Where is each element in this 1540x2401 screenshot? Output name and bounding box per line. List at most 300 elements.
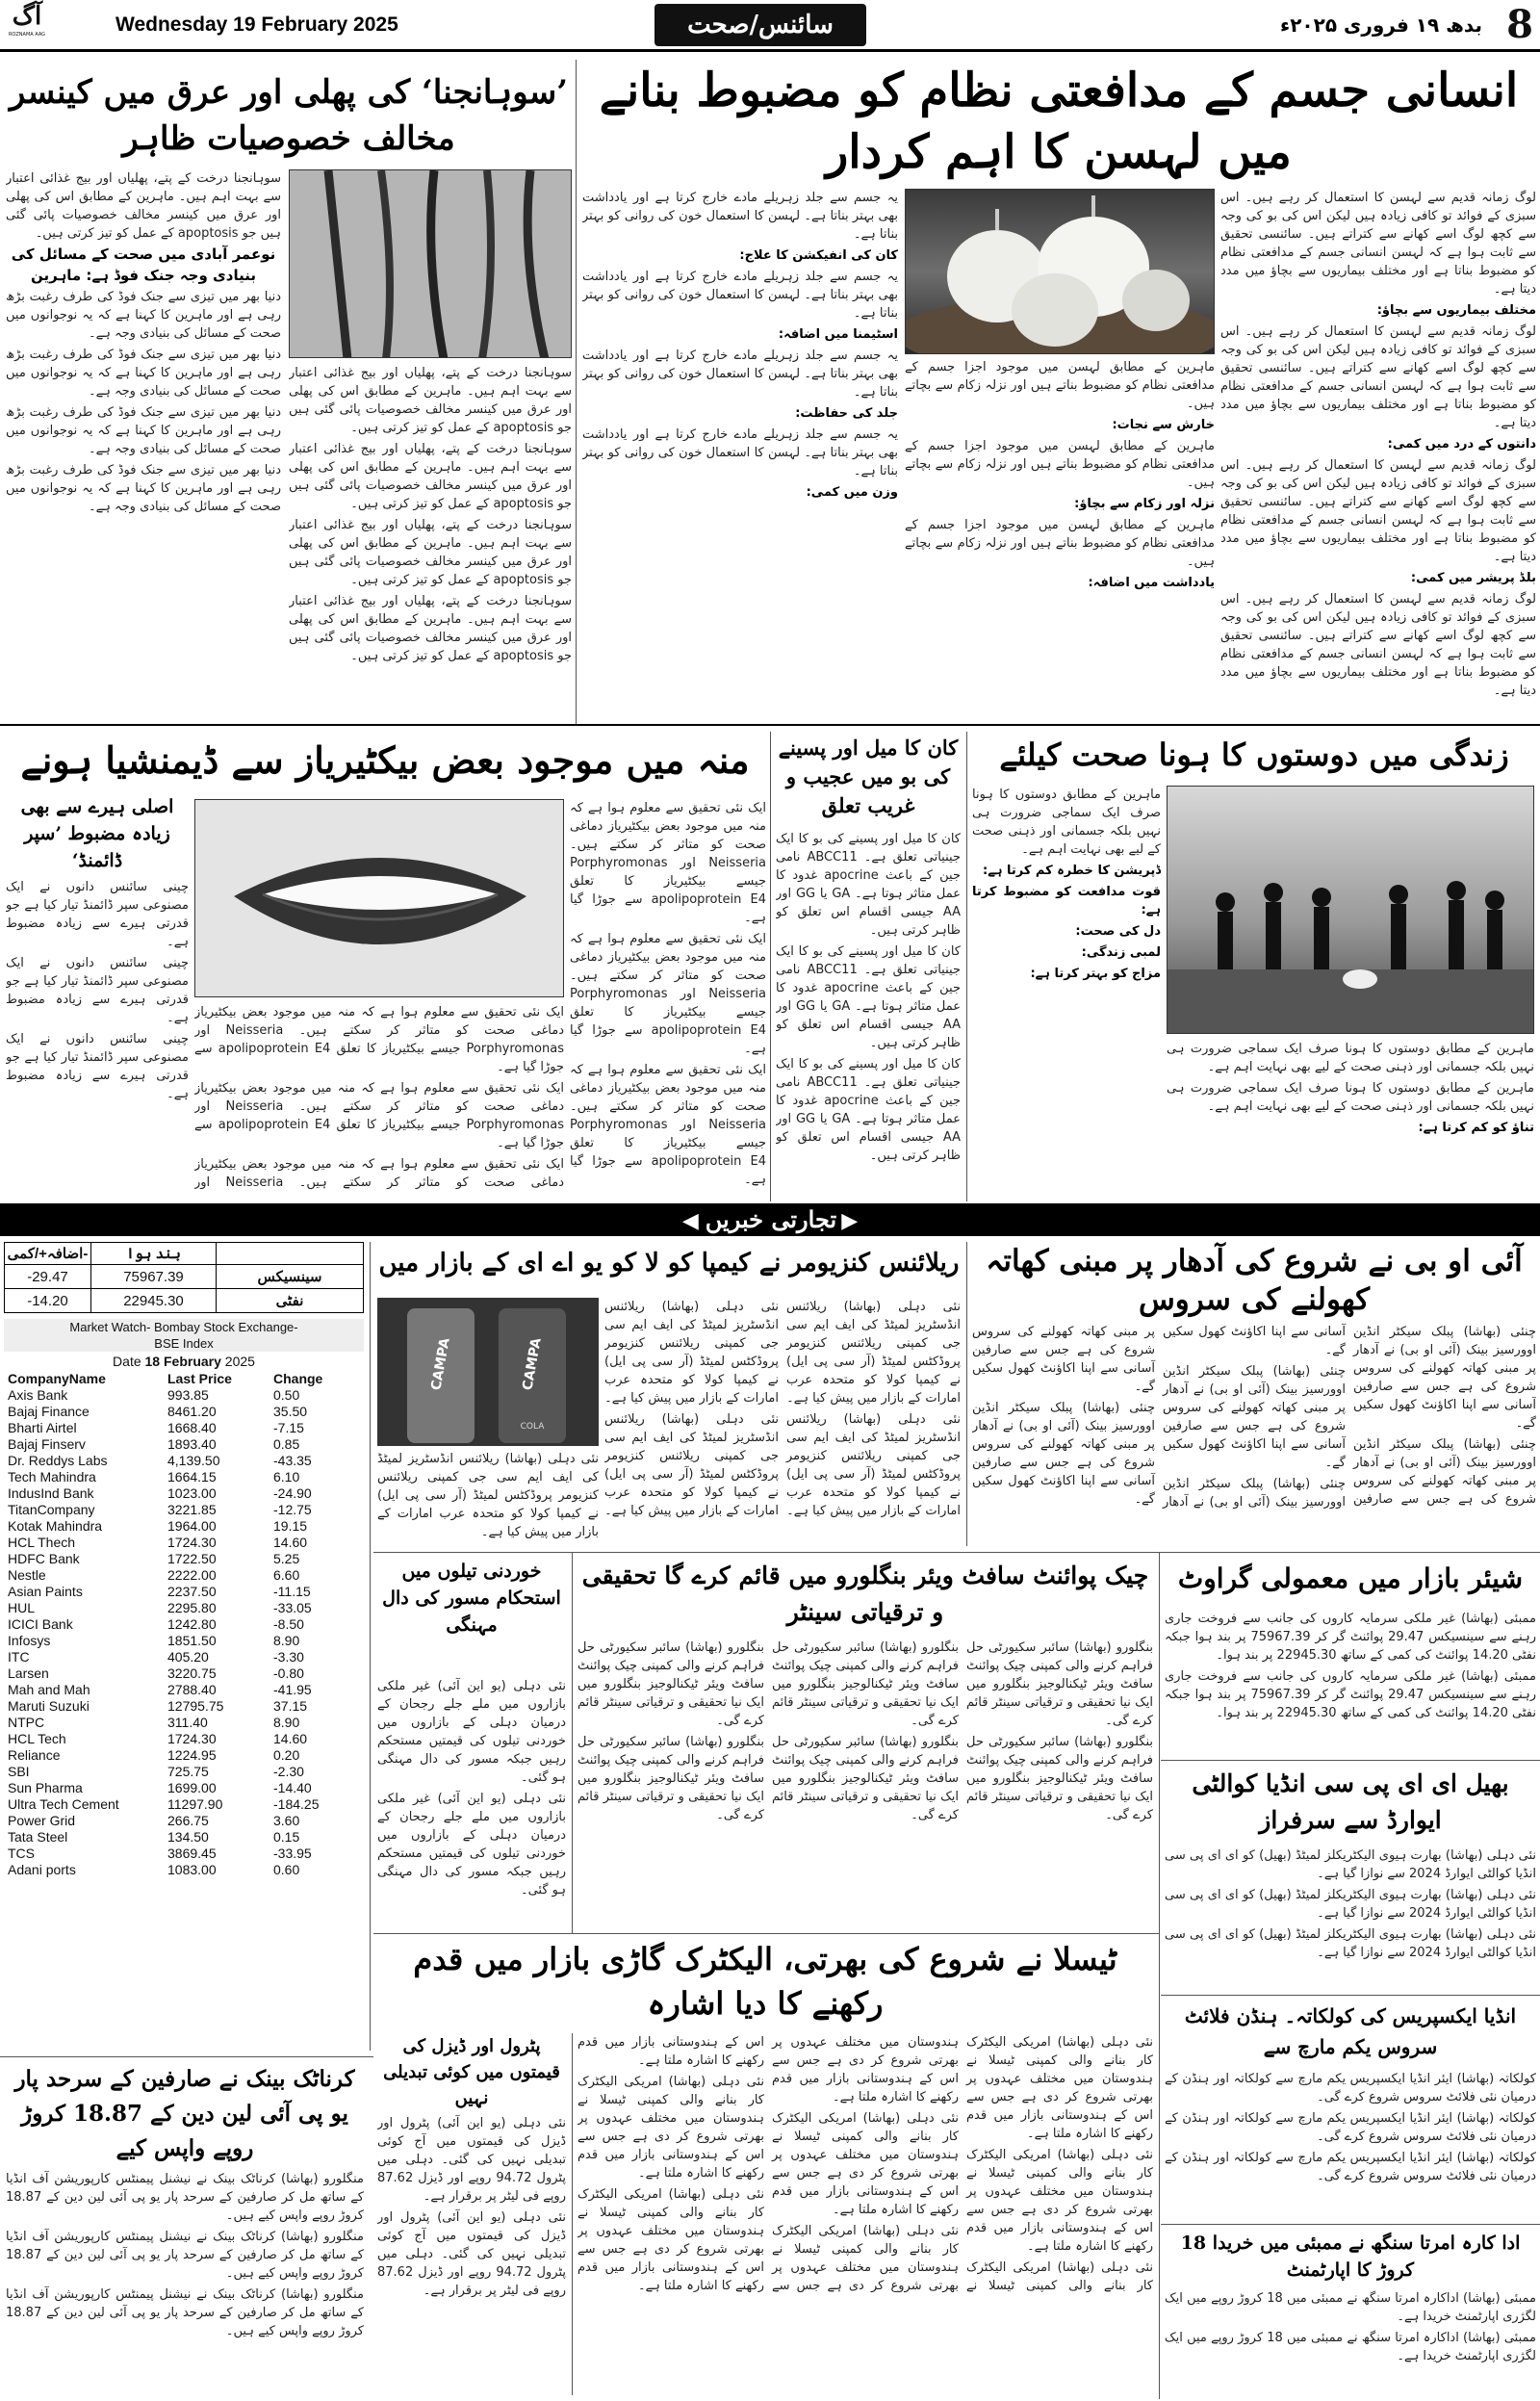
stock-company: Asian Paints — [8, 1584, 83, 1599]
index-close: 22945.30 — [91, 1289, 217, 1313]
campa-text4: نئی دہلی (بھاشا) ریلائنس انڈسٹریز لمیٹڈ کی ایف ایم سی جی کمپنی ریلائنس کنزیومر پروڈکٹس لمیٹڈ (آر سی پی ایل) نے کیمپا کولا کو متحدہ عرب امارات کے بازار میں پیش کیا ہے۔ — [604, 1412, 779, 1518]
stock-price: 725.75 — [167, 1764, 209, 1779]
dementia-headline: منہ میں موجود بعض بیکٹیریاز سے ڈیمنشیا ہونے — [20, 738, 750, 782]
garlic-col2 — [905, 358, 1215, 718]
karnataka-text: منگلورو (بھاشا) کرناٹک بینک نے نیشنل پیمنٹس کارپوریشن آف انڈیا کے ساتھ مل کر صارفین کے سرحد پار یو پی آئی لین دین کے 18.87 کروڑ روپے واپس کیے ہیں۔ — [6, 2172, 364, 2223]
divider — [1161, 1760, 1540, 1761]
stock-table — [4, 1371, 364, 1878]
tesla-text4: نئی دہلی (بھاشا) امریکی الیکٹرک کار بنانے والی کمپنی ٹیسلا نے ہندوستان میں مختلف عہدوں پر بھرتی شروع کر دی ہے جس سے اس کے ہندوستانی بازار میں قدم رکھنے کا اشارہ ملتا ہے۔ — [772, 2111, 959, 2217]
garlic-sub-weight: وزن میں کمی: — [806, 485, 898, 500]
stock-price: 2295.80 — [167, 1600, 217, 1615]
stock-row — [4, 1469, 364, 1485]
diamond-text: چینی سائنس دانوں نے ایک مصنوعی سپر ڈائمنڈ تیار کیا ہے جو قدرتی ہیرے سے زیادہ مضبوط ہے۔ — [6, 880, 189, 949]
stock-price: 1964.00 — [167, 1518, 217, 1534]
friends-col2-text: ماہرین کے مطابق دوستوں کا ہونا صرف ایک سماجی ضرورت ہی نہیں بلکہ جسمانی اور ذہنی صحت کے لیے بھی نہایت اہم ہے۔ — [972, 787, 1161, 857]
iob-text4: چنئی (بھاشا) پبلک سیکٹر انڈین اوورسیز بینک (آئی او بی) نے آدھار پر مبنی کھاتہ کھولنے کی سروس شروع کی ہے جس سے صارفین آسانی سے اپنا اکاؤنٹ کھول سکیں گے۔ — [972, 1325, 1346, 1510]
airindia-text2: کولکاتہ (بھاشا) ایئر انڈیا ایکسپریس یکم مارچ سے کولکاتہ اور ہنڈن کے درمیان نئی فلائٹ سروس شروع کرے گی۔ — [1165, 2111, 1536, 2144]
divider — [572, 2033, 573, 2395]
bhel-text: نئی دہلی (بھاشا) بھارت ہیوی الیکٹریکلز لمیٹڈ (بھیل) کو ای ای پی سی انڈیا کوالٹی ایوارڈ 2024 سے نوازا گیا ہے۔ — [1165, 1848, 1536, 1881]
stock-price: 134.50 — [167, 1829, 209, 1845]
checkpoint-headline: چیک پوائنٹ سافٹ ویئر بنگلورو میں قائم کرے گا تحقیقی و ترقیاتی سینٹر — [581, 1562, 1149, 1626]
diamond-body — [6, 878, 189, 1194]
garlic-col3-text2: یہ جسم سے جلد زہریلے مادے خارج کرتا ہے اور یادداشت بھی بہتر بناتا ہے۔ لہسن کا استعمال خون کی روانی کو بہتر بناتا ہے۔ — [582, 270, 898, 321]
stock-price-header: Last Price — [167, 1371, 232, 1386]
stock-price: 311.40 — [167, 1715, 208, 1730]
dementia-col-bottom — [194, 1003, 564, 1194]
logo-subtitle: ROZNAMA AAG — [8, 32, 46, 38]
campa-body-bottom — [377, 1450, 599, 1546]
divider — [373, 1552, 1540, 1553]
garlic-sub-diseases: مختلف بیماریوں سے بچاؤ: — [1376, 303, 1536, 318]
banner-title: تجارتی خبریں — [705, 1205, 837, 1233]
stock-change: 14.60 — [273, 1731, 308, 1746]
petrol-text2: نئی دہلی (یو این آئی) پٹرول اور ڈیزل کی قیمتوں میں آج کوئی تبدیلی نہیں کی گئی۔ دہلی میں پٹرول 94.72 روپے اور ڈیزل 87.62 روپے فی لیٹر پر برقرار ہے۔ — [377, 2210, 566, 2298]
stock-price: 2237.50 — [167, 1584, 217, 1599]
garlic-col3-text: یہ جسم سے جلد زہریلے مادے خارج کرتا ہے اور یادداشت بھی بہتر بناتا ہے۔ لہسن کا استعمال خون کی روانی کو بہتر بناتا ہے۔ — [582, 191, 898, 242]
dementia-text3: ایک نئی تحقیق سے معلوم ہوا ہے کہ منہ میں موجود بعض بیکٹیریاز دماغی صحت کو متاثر کر سکتے ہیں۔ Neisseria اور Porphyromonas جیسے بیکٹیریاز کا تعلق apolipoprotein E4 سے جوڑا گیا ہے۔ — [570, 1063, 766, 1187]
stock-company: Infosys — [8, 1633, 51, 1648]
market-watch — [4, 1242, 364, 2051]
stock-row — [4, 1731, 364, 1747]
stock-row — [4, 1436, 364, 1453]
stock-price: 1224.95 — [167, 1747, 217, 1763]
stock-price: 1722.50 — [167, 1551, 217, 1566]
dementia-text5: ایک نئی تحقیق سے معلوم ہوا ہے کہ منہ میں موجود بعض بیکٹیریاز دماغی صحت کو متاثر کر سکتے ہیں۔ Neisseria اور Porphyromonas جیسے بیکٹیریاز کا تعلق apolipoprotein E4 سے جوڑا گیا ہے۔ — [194, 1081, 564, 1150]
divider — [576, 60, 577, 724]
market-date-value: 18 February — [144, 1354, 221, 1369]
market-title — [4, 1319, 364, 1352]
junkfood-body4: دنیا بھر میں تیزی سے جنک فوڈ کی طرف رغبت بڑھ رہی ہے اور ماہرین کا کہنا ہے کہ یہ نوجوانوں میں صحت کے مسائل کی بنیادی وجہ ہے۔ — [6, 463, 281, 514]
stock-change: 37.15 — [273, 1698, 308, 1714]
index-change: -14.20 — [5, 1289, 91, 1313]
tesla-text: نئی دہلی (بھاشا) امریکی الیکٹرک کار بنانے والی کمپنی ٹیسلا نے ہندوستان میں مختلف عہدوں پر بھرتی شروع کر دی ہے جس سے اس کے ہندوستانی بازار میں قدم رکھنے کا اشارہ ملتا ہے۔ — [966, 2035, 1153, 2141]
stock-company: Maruti Suzuki — [8, 1698, 90, 1714]
iob-headline: آئی او بی نے شروع کی آدھار پر مبنی کھاتہ کھولنے کی سروس — [986, 1244, 1523, 1317]
stock-price: 2222.00 — [167, 1567, 217, 1583]
divider — [0, 724, 1540, 726]
garlic-col1-text2: لوگ زمانہ قدیم سے لہسن کا استعمال کر رہے ہیں۔ اس سبزی کے فوائد تو کافی زیادہ ہیں لیکن اس کی بو کی وجہ سے کچھ لوگ اسے کھانے سے کتراتے ہیں۔ سائنسی تحقیق سے ثابت ہوا ہے کہ لہسن انسانی جسم کے مدافعتی نظام کو مضبوط بناتا ہے اور مختلف بیماریوں سے بچاؤ میں مدد دیتا ہے۔ — [1220, 324, 1536, 430]
friends-col2 — [972, 786, 1161, 1194]
stock-company: Kotak Mahindra — [8, 1518, 103, 1534]
stock-change: 19.15 — [273, 1518, 308, 1534]
stock-change: -41.95 — [273, 1682, 312, 1697]
stock-change: 14.60 — [273, 1535, 308, 1550]
checkpoint-text4: بنگلورو (بھاشا) سائبر سکیورٹی حل فراہم کرنے والی کمپنی چیک پوائنٹ سافٹ ویئر ٹیکنالوجیز بنگلورو میں ایک نیا تحقیقی و ترقیاتی سینٹر قائم کرے گی۔ — [772, 1735, 959, 1822]
stock-row — [4, 1551, 364, 1567]
logo — [6, 2, 48, 46]
divider — [966, 1242, 967, 1546]
stock-price: 3220.75 — [167, 1665, 217, 1681]
moringa-body-text: سوہانجنا درخت کے پتے، پھلیاں اور بیج غذائی اعتبار سے بہت اہم ہیں۔ ماہرین کے مطابق اس کی پھلی اور عرق میں کینسر مخالف خصوصیات پائی گئی ہیں جو apoptosis کے عمل کو تیز کرتی ہیں۔ — [289, 366, 572, 435]
stock-company: Ultra Tech Cement — [8, 1796, 119, 1812]
index-close: 75967.39 — [91, 1265, 217, 1289]
stock-change: -12.75 — [273, 1502, 312, 1517]
stock-price: 3221.85 — [167, 1502, 217, 1517]
friends-sub-stress: تناؤ کو کم کرتا ہے: — [1418, 1121, 1534, 1135]
garlic-sub-ear: کان کی انفیکشن کا علاج: — [739, 248, 898, 263]
stock-price: 1664.15 — [167, 1469, 217, 1484]
diamond-text2: چینی سائنس دانوں نے ایک مصنوعی سپر ڈائمنڈ تیار کیا ہے جو قدرتی ہیرے سے زیادہ مضبوط ہے۔ — [6, 956, 189, 1025]
stock-row — [4, 1633, 364, 1649]
stock-change: 0.50 — [273, 1387, 300, 1403]
stock-price: 1724.30 — [167, 1535, 217, 1550]
stock-company: Tech Mahindra — [8, 1469, 96, 1484]
stock-company: Sun Pharma — [8, 1780, 83, 1795]
stock-company: Bharti Airtel — [8, 1420, 77, 1435]
garlic-col3-text4: یہ جسم سے جلد زہریلے مادے خارج کرتا ہے اور یادداشت بھی بہتر بناتا ہے۔ لہسن کا استعمال خون کی روانی کو بہتر بناتا ہے۔ — [582, 427, 898, 478]
stock-change: 5.25 — [273, 1551, 300, 1566]
oils-body — [377, 1677, 566, 1927]
moringa-body-text3: سوہانجنا درخت کے پتے، پھلیاں اور بیج غذائی اعتبار سے بہت اہم ہیں۔ ماہرین کے مطابق اس کی پھلی اور عرق میں کینسر مخالف خصوصیات پائی گئی ہیں جو apoptosis کے عمل کو تیز کرتی ہیں۔ — [289, 518, 572, 587]
stock-row — [4, 1600, 364, 1616]
dementia-text6: ایک نئی تحقیق سے معلوم ہوا ہے کہ منہ میں موجود بعض بیکٹیریاز دماغی صحت کو متاثر کر سکتے ہیں۔ Neisseria اور — [194, 1157, 564, 1190]
stock-change: -24.90 — [273, 1485, 312, 1501]
tesla-text6: نئی دہلی (بھاشا) امریکی الیکٹرک کار بنانے والی کمپنی ٹیسلا نے ہندوستان میں مختلف عہدوں پر بھرتی شروع کر دی ہے جس سے اس کے ہندوستانی بازار میں قدم رکھنے کا اشارہ ملتا ہے۔ — [578, 2075, 764, 2181]
stock-change: -184.25 — [273, 1796, 320, 1812]
stock-row — [4, 1616, 364, 1633]
stock-company: TitanCompany — [8, 1502, 95, 1517]
index-table — [4, 1242, 364, 1313]
can-label-left: CAMPA — [428, 1336, 453, 1392]
stock-company: Tata Steel — [8, 1829, 68, 1845]
tesla-text7: نئی دہلی (بھاشا) امریکی الیکٹرک کار بنانے والی کمپنی ٹیسلا نے ہندوستان میں مختلف عہدوں پر بھرتی شروع کر دی ہے جس سے اس کے ہندوستانی بازار میں قدم رکھنے کا اشارہ ملتا ہے۔ — [578, 2187, 764, 2293]
stock-company: Bajaj Finance — [8, 1404, 90, 1419]
stock-row — [4, 1682, 364, 1698]
amrita-text2: ممبئی (بھاشا) اداکارہ امرتا سنگھ نے ممبئی میں 18 کروڑ روپے میں ایک لگژری اپارٹمنٹ خریدا ہے۔ — [1165, 2331, 1536, 2363]
stock-company: Larsen — [8, 1665, 49, 1681]
stock-row — [4, 1665, 364, 1682]
diamond-text3: چینی سائنس دانوں نے ایک مصنوعی سپر ڈائمنڈ تیار کیا ہے جو قدرتی ہیرے سے زیادہ مضبوط ہے۔ — [6, 1032, 189, 1101]
airindia-body — [1165, 2070, 1536, 2220]
stock-company: IndusInd Bank — [8, 1485, 94, 1501]
divider — [0, 2056, 373, 2057]
stock-change: 0.15 — [273, 1829, 300, 1845]
junkfood-head1: نوعمر آبادی میں صحت کے مسائل کی — [11, 245, 276, 263]
smile-icon — [195, 800, 564, 997]
airindia-text3: کولکاتہ (بھاشا) ایئر انڈیا ایکسپریس یکم مارچ سے کولکاتہ اور ہنڈن کے درمیان نئی فلائٹ سروس شروع کرے گی۔ — [1165, 2151, 1536, 2183]
stock-company: Nestle — [8, 1567, 46, 1583]
garlic-col3 — [582, 189, 898, 718]
diamond-headline — [6, 793, 189, 874]
garlic-col2-text3: ماہرین کے مطابق لہسن میں موجود اجزا جسم کے مدافعتی نظام کو مضبوط بناتے ہیں اور نزلہ زکام سے بچاتے ہیں۔ — [905, 518, 1215, 569]
stock-price: 11297.90 — [167, 1796, 223, 1812]
stock-change: 0.85 — [273, 1436, 300, 1452]
earwax-text2: کان کا میل اور پسینے کی بو کا ایک جینیاتی تعلق ہے۔ ABCC11 نامی جین کے باعث apocrine غدود کا عمل متاثر ہوتا ہے۔ GA یا GG اور AA جیسی اقسام اس تعلق کو ظاہر کرتی ہیں۔ — [776, 944, 961, 1050]
stock-row — [4, 1747, 364, 1764]
stock-price: 1893.40 — [167, 1436, 217, 1452]
index-name-header — [217, 1243, 364, 1265]
garlic-sub-itch: خارش سے نجات: — [1112, 418, 1215, 432]
junkfood-head2: بنیادی وجہ جنک فوڈ ہے: ماہرین — [31, 267, 256, 284]
junkfood-body: دنیا بھر میں تیزی سے جنک فوڈ کی طرف رغبت بڑھ رہی ہے اور ماہرین کا کہنا ہے کہ یہ نوجوانوں میں صحت کے مسائل کی بنیادی وجہ ہے۔ — [6, 290, 281, 341]
stock-row — [4, 1518, 364, 1535]
stock-company: ITC — [8, 1649, 30, 1665]
earwax-text: کان کا میل اور پسینے کی بو کا ایک جینیاتی تعلق ہے۔ ABCC11 نامی جین کے باعث apocrine غدود کا عمل متاثر ہوتا ہے۔ GA یا GG اور AA جیسی اقسام اس تعلق کو ظاہر کرتی ہیں۔ — [776, 832, 961, 938]
stock-row — [4, 1829, 364, 1846]
diamond-headline-1: اصلی ہیرے سے بھی — [20, 796, 174, 817]
airindia-headline: انڈیا ایکسپریس کی کولکاتہ۔ ہنڈن فلائٹ سروس یکم مارچ سے — [1184, 2004, 1517, 2058]
stock-change: 8.90 — [273, 1715, 300, 1730]
iob-text3: چنئی (بھاشا) پبلک سیکٹر انڈین اوورسیز بینک (آئی او بی) نے آدھار پر مبنی کھاتہ کھولنے کی سروس شروع کی ہے جس سے صارفین آسانی سے اپنا اکاؤنٹ کھول سکیں گے۔ — [1163, 1364, 1346, 1470]
campa-text: نئی دہلی (بھاشا) ریلائنس انڈسٹریز لمیٹڈ کی ایف ایم سی جی کمپنی ریلائنس کنزیومر پروڈکٹس لمیٹڈ (آر سی پی ایل) نے کیمپا کولا کو متحدہ عرب امارات کے بازار میں پیش کیا ہے۔ — [786, 1300, 961, 1406]
sharemarket-body — [1165, 1610, 1536, 1756]
friends-photo — [1167, 786, 1534, 1034]
earwax-text3: کان کا میل اور پسینے کی بو کا ایک جینیاتی تعلق ہے۔ ABCC11 نامی جین کے باعث apocrine غدود کا عمل متاثر ہوتا ہے۔ GA یا GG اور AA جیسی اقسام اس تعلق کو ظاہر کرتی ہیں۔ — [776, 1057, 961, 1163]
oils-text2: نئی دہلی (یو این آئی) غیر ملکی بازاروں میں ملے جلے رجحان کے درمیان دہلی کے بازاروں میں خوردنی تیلوں کی قیمتیں مستحکم رہیں جبکہ مسور کی دال مہنگی ہو گئی۔ — [377, 1792, 566, 1898]
junkfood-body3: دنیا بھر میں تیزی سے جنک فوڈ کی طرف رغبت بڑھ رہی ہے اور ماہرین کا کہنا ہے کہ یہ نوجوانوں میں صحت کے مسائل کی بنیادی وجہ ہے۔ — [6, 405, 281, 456]
stock-change: 3.60 — [273, 1813, 300, 1828]
index-name: سینسیکس — [217, 1265, 364, 1289]
can-sublabel: COLA — [520, 1422, 545, 1432]
stock-change: -8.50 — [273, 1616, 304, 1632]
divider — [370, 1242, 371, 2051]
friends-sub-mood: مزاج کو بہتر کرتا ہے: — [1030, 967, 1161, 981]
garlic-col3-text3: یہ جسم سے جلد زہریلے مادے خارج کرتا ہے اور یادداشت بھی بہتر بناتا ہے۔ لہسن کا استعمال خون کی روانی کو بہتر بناتا ہے۔ — [582, 349, 898, 400]
dementia-text4: ایک نئی تحقیق سے معلوم ہوا ہے کہ منہ میں موجود بعض بیکٹیریاز دماغی صحت کو متاثر کر سکتے ہیں۔ Neisseria اور Porphyromonas جیسے بیکٹیریاز کا تعلق apolipoprotein E4 سے جوڑا گیا ہے۔ — [194, 1005, 564, 1074]
campa-photo — [377, 1298, 599, 1446]
friends-sub-depression: ڈپریشن کا خطرہ کم کرتا ہے: — [983, 864, 1161, 878]
index-name: نفٹی — [217, 1289, 364, 1313]
tesla-text3: نئی دہلی (بھاشا) امریکی الیکٹرک کار بنانے والی کمپنی ٹیسلا نے ہندوستان میں مختلف عہدوں پر بھرتی شروع کر دی ہے جس سے اس کے ہندوستانی بازار میں قدم رکھنے کا اشارہ ملتا ہے۔ — [772, 2035, 1153, 2293]
stock-company: Axis Bank — [8, 1387, 68, 1403]
index-close-header: بند ہوا — [91, 1243, 217, 1265]
friends-body: ماہرین کے مطابق دوستوں کا ہونا صرف ایک سماجی ضرورت ہی نہیں بلکہ جسمانی اور ذہنی صحت کے لیے بھی نہایت اہم ہے۔ — [1167, 1042, 1534, 1074]
stock-price: 1083.00 — [167, 1862, 217, 1877]
garlic-photo — [905, 189, 1215, 354]
stock-row — [4, 1584, 364, 1600]
karnataka-text3: منگلورو (بھاشا) کرناٹک بینک نے نیشنل پیمنٹس کارپوریشن آف انڈیا کے ساتھ مل کر صارفین کے سرحد پار یو پی آئی لین دین کے 18.87 کروڑ روپے واپس کیے ہیں۔ — [6, 2287, 364, 2338]
moringa-photo — [289, 169, 572, 358]
stock-change: -33.95 — [273, 1846, 312, 1861]
stock-price: 1023.00 — [167, 1485, 217, 1501]
stock-company: HUL — [8, 1600, 36, 1615]
stock-row — [4, 1846, 364, 1862]
airindia-text: کولکاتہ (بھاشا) ایئر انڈیا ایکسپریس یکم مارچ سے کولکاتہ اور ہنڈن کے درمیان نئی فلائٹ سروس شروع کرے گی۔ — [1165, 2072, 1536, 2104]
banner-arrow-icon: ◀ — [681, 1209, 706, 1233]
tesla-text2: نئی دہلی (بھاشا) امریکی الیکٹرک کار بنانے والی کمپنی ٹیسلا نے ہندوستان میں مختلف عہدوں پر بھرتی شروع کر دی ہے جس سے اس کے ہندوستانی بازار میں قدم رکھنے کا اشارہ ملتا ہے۔ — [966, 2148, 1153, 2254]
stock-company: HDFC Bank — [8, 1551, 80, 1566]
divider — [572, 1552, 573, 1933]
cola-can-icon — [378, 1299, 599, 1446]
checkpoint-text6: بنگلورو (بھاشا) سائبر سکیورٹی حل فراہم کرنے والی کمپنی چیک پوائنٹ سافٹ ویئر ٹیکنالوجیز بنگلورو میں ایک نیا تحقیقی و ترقیاتی سینٹر قائم کرے گی۔ — [578, 1735, 764, 1822]
campa-headline: ریلائنس کنزیومر نے کیمپا کو لا کو یو اے ای کے بازار میں — [378, 1249, 960, 1278]
stock-row — [4, 1453, 364, 1469]
stock-change: -11.15 — [273, 1584, 311, 1599]
bhel-text2: نئی دہلی (بھاشا) بھارت ہیوی الیکٹریکلز لمیٹڈ (بھیل) کو ای ای پی سی انڈیا کوالٹی ایوارڈ 2024 سے نوازا گیا ہے۔ — [1165, 1888, 1536, 1921]
garlic-col1-text4: لوگ زمانہ قدیم سے لہسن کا استعمال کر رہے ہیں۔ اس سبزی کے فوائد تو کافی زیادہ ہیں لیکن اس کی بو کی وجہ سے کچھ لوگ اسے کھانے سے کتراتے ہیں۔ سائنسی تحقیق سے ثابت ہوا ہے کہ لہسن انسانی جسم کے مدافعتی نظام کو مضبوط بناتا ہے اور مختلف بیماریوں سے بچاؤ میں مدد دیتا ہے۔ — [1220, 592, 1536, 698]
moringa-pods-icon — [290, 170, 572, 358]
stock-price: 993.85 — [167, 1387, 209, 1403]
smile-photo — [194, 799, 564, 997]
stock-price: 1851.50 — [167, 1633, 217, 1648]
oils-headline: خوردنی تیلوں میں استحکام مسور کی دال مہنگی — [382, 1561, 561, 1636]
campa-text3: نئی دہلی (بھاشا) ریلائنس انڈسٹریز لمیٹڈ کی ایف ایم سی جی کمپنی ریلائنس کنزیومر پروڈکٹس لمیٹڈ (آر سی پی ایل) نے کیمپا کولا کو متحدہ عرب امارات کے بازار میں پیش کیا ہے۔ — [604, 1300, 779, 1406]
moringa-body-text4: سوہانجنا درخت کے پتے، پھلیاں اور بیج غذائی اعتبار سے بہت اہم ہیں۔ ماہرین کے مطابق اس کی پھلی اور عرق میں کینسر مخالف خصوصیات پائی گئی ہیں جو apoptosis کے عمل کو تیز کرتی ہیں۔ — [289, 594, 572, 663]
iob-body — [972, 1323, 1536, 1546]
campa-body — [604, 1298, 961, 1546]
stock-change: -7.15 — [273, 1420, 304, 1435]
stock-company: HCL Thech — [8, 1535, 76, 1550]
garlic-sub-skin: جلد کی حفاظت: — [795, 406, 898, 421]
garlic-headline: انسانی جسم کے مدافعتی نظام کو مضبوط بنانے میں لہسن کا اہم کردار — [599, 64, 1519, 179]
stock-price: 4,139.50 — [167, 1453, 220, 1468]
stock-company-header: CompanyName — [8, 1371, 106, 1386]
stock-price: 2788.40 — [167, 1682, 217, 1697]
iob-text5: چنئی (بھاشا) پبلک سیکٹر انڈین اوورسیز بینک (آئی او بی) نے آدھار پر مبنی کھاتہ کھولنے کی سروس شروع کی ہے جس سے صارفین آسانی سے اپنا اکاؤنٹ کھول سکیں گے۔ — [972, 1401, 1155, 1507]
stock-company: Dr. Reddys Labs — [8, 1453, 108, 1468]
stock-change: -0.80 — [273, 1665, 304, 1681]
tesla-headline: ٹیسلا نے شروع کی بھرتی، الیکٹرک گاڑی بازار میں قدم رکھنے کا دیا اشارہ — [413, 1941, 1117, 2022]
stock-row — [4, 1715, 364, 1731]
stock-row — [4, 1567, 364, 1584]
stock-price: 3869.45 — [167, 1846, 217, 1861]
garlic-col2-text2: ماہرین کے مطابق لہسن میں موجود اجزا جسم کے مدافعتی نظام کو مضبوط بناتے ہیں اور نزلہ زکام سے بچاتے ہیں۔ — [905, 439, 1215, 490]
junkfood-intro: سوہانجنا درخت کے پتے، پھلیاں اور بیج غذائی اعتبار سے بہت اہم ہیں۔ ماہرین کے مطابق اس کی پھلی اور عرق میں کینسر مخالف خصوصیات پائی گئی ہیں جو apoptosis کے عمل کو تیز کرتی ہیں۔ — [6, 171, 281, 241]
stock-change: -3.30 — [273, 1649, 304, 1665]
sharemarket-text: ممبئی (بھاشا) غیر ملکی سرمایہ کاروں کی جانب سے فروخت جاری رہنے سے سینسیکس 29.47 پوائنٹ گر کر 75967.39 پر بند ہوا جبکہ نفٹی 14.20 پوائنٹ کی کمی کے ساتھ 22945.30 پر بند ہوا۔ — [1165, 1612, 1536, 1663]
friends-sub-immunity: قوت مدافعت کو مضبوط کرتا ہے: — [972, 885, 1161, 917]
banner-arrow-icon: ▶ — [841, 1209, 859, 1233]
bhel-headline: بھیل ای ای پی سی انڈیا کوالٹی ایوارڈ سے سرفراز — [1192, 1769, 1509, 1834]
oils-text: نئی دہلی (یو این آئی) غیر ملکی بازاروں میں ملے جلے رجحان کے درمیان دہلی کے بازاروں میں خوردنی تیلوں کی قیمتیں مستحکم رہیں جبکہ مسور کی دال مہنگی ہو گئی۔ — [377, 1679, 566, 1785]
stock-change-header: Change — [273, 1371, 323, 1386]
stock-change: 8.90 — [273, 1633, 300, 1648]
checkpoint-text: بنگلورو (بھاشا) سائبر سکیورٹی حل فراہم کرنے والی کمپنی چیک پوائنٹ سافٹ ویئر ٹیکنالوجیز بنگلورو میں ایک نیا تحقیقی و ترقیاتی سینٹر قائم کرے گی۔ — [966, 1640, 1153, 1728]
garlic-col1-text3: لوگ زمانہ قدیم سے لہسن کا استعمال کر رہے ہیں۔ اس سبزی کے فوائد تو کافی زیادہ ہیں لیکن اس کی بو کی وجہ سے کچھ لوگ اسے کھانے سے کتراتے ہیں۔ سائنسی تحقیق سے ثابت ہوا ہے کہ لہسن انسانی جسم کے مدافعتی نظام کو مضبوط بناتا ہے اور مختلف بیماریوں سے بچاؤ میں مدد دیتا ہے۔ — [1220, 458, 1536, 564]
junkfood-body2: دنیا بھر میں تیزی سے جنک فوڈ کی طرف رغبت بڑھ رہی ہے اور ماہرین کا کہنا ہے کہ یہ نوجوانوں میں صحت کے مسائل کی بنیادی وجہ ہے۔ — [6, 348, 281, 399]
karnataka-body — [6, 2170, 364, 2395]
index-change-header: اضافہ+/کمی- — [5, 1243, 91, 1265]
divider — [770, 732, 771, 1201]
market-title-2: BSE Index — [154, 1336, 214, 1351]
campa-text2: نئی دہلی (بھاشا) ریلائنس انڈسٹریز لمیٹڈ کی ایف ایم سی جی کمپنی ریلائنس کنزیومر پروڈکٹس لمیٹڈ (آر سی پی ایل) نے کیمپا کولا کو متحدہ عرب امارات کے بازار میں پیش کیا ہے۔ — [786, 1412, 961, 1518]
stock-price: 1668.40 — [167, 1420, 217, 1435]
friends-sub-heart: دل کی صحت: — [1075, 924, 1161, 939]
index-change: -29.47 — [5, 1265, 91, 1289]
divider — [1159, 1552, 1160, 2399]
stock-price: 1699.00 — [167, 1780, 217, 1795]
bhel-text3: نئی دہلی (بھاشا) بھارت ہیوی الیکٹریکلز لمیٹڈ (بھیل) کو ای ای پی سی انڈیا کوالٹی ایوارڈ 2024 سے نوازا گیا ہے۔ — [1165, 1927, 1536, 1960]
bhel-body — [1165, 1846, 1536, 1991]
dementia-col-right — [570, 799, 766, 1194]
karnataka-headline: کرناٹک بینک نے صارفین کے سرحد پار یو پی آئی لین دین کے 18.87 کروڑ روپے واپس کیے — [14, 2066, 355, 2161]
stock-price: 266.75 — [167, 1813, 209, 1828]
garlic-sub-cold: نزلہ اور زکام سے بچاؤ: — [1074, 497, 1215, 511]
friends-sub-longlife: لمبی زندگی: — [1081, 945, 1161, 960]
stock-row — [4, 1502, 364, 1518]
people-silhouette-icon — [1168, 787, 1534, 1034]
petrol-body — [377, 2114, 566, 2395]
stock-row — [4, 1780, 364, 1796]
checkpoint-text2: بنگلورو (بھاشا) سائبر سکیورٹی حل فراہم کرنے والی کمپنی چیک پوائنٹ سافٹ ویئر ٹیکنالوجیز بنگلورو میں ایک نیا تحقیقی و ترقیاتی سینٹر قائم کرے گی۔ — [966, 1735, 1153, 1822]
market-title-1: Market Watch- Bombay Stock Exchange- — [69, 1320, 298, 1334]
stock-change: -43.35 — [273, 1453, 312, 1468]
stock-company: NTPC — [8, 1715, 45, 1730]
stock-price: 12795.75 — [167, 1698, 224, 1714]
campa-text5: نئی دہلی (بھاشا) ریلائنس انڈسٹریز لمیٹڈ کی ایف ایم سی جی کمپنی ریلائنس کنزیومر پروڈکٹس لمیٹڈ (آر سی پی ایل) نے کیمپا کولا کو متحدہ عرب امارات کے بازار میں پیش کیا ہے۔ — [377, 1452, 599, 1539]
section-title — [654, 4, 866, 46]
stock-row — [4, 1862, 364, 1878]
friends-body2: ماہرین کے مطابق دوستوں کا ہونا صرف ایک سماجی ضرورت ہی نہیں بلکہ جسمانی اور ذہنی صحت کے لیے بھی نہایت اہم ہے۔ — [1167, 1081, 1534, 1114]
junkfood-column — [6, 169, 281, 718]
garlic-sub-stamina: اسٹیمنا میں اضافہ: — [778, 327, 898, 342]
business-banner — [0, 1203, 1540, 1236]
stock-row — [4, 1698, 364, 1715]
stock-change: 6.60 — [273, 1567, 300, 1583]
garlic-col1-text: لوگ زمانہ قدیم سے لہسن کا استعمال کر رہے ہیں۔ اس سبزی کے فوائد تو کافی زیادہ ہیں لیکن اس کی بو کی وجہ سے کچھ لوگ اسے کھانے سے کتراتے ہیں۔ سائنسی تحقیق سے ثابت ہوا ہے کہ لہسن انسانی جسم کے مدافعتی نظام کو مضبوط بناتا ہے اور مختلف بیماریوں سے بچاؤ میں مدد دیتا ہے۔ — [1220, 191, 1536, 297]
friends-headline: زندگی میں دوستوں کا ہونا صحت کیلئے — [999, 736, 1509, 773]
stock-change: 0.60 — [273, 1862, 300, 1877]
stock-company: Bajaj Finserv — [8, 1436, 86, 1452]
masthead — [0, 0, 1540, 52]
checkpoint-text5: بنگلورو (بھاشا) سائبر سکیورٹی حل فراہم کرنے والی کمپنی چیک پوائنٹ سافٹ ویئر ٹیکنالوجیز بنگلورو میں ایک نیا تحقیقی و ترقیاتی سینٹر قائم کرے گی۔ — [578, 1640, 764, 1728]
tesla-text5: نئی دہلی (بھاشا) امریکی الیکٹرک کار بنانے والی کمپنی ٹیسلا نے ہندوستان میں مختلف عہدوں پر بھرتی شروع کر دی ہے جس سے اس کے ہندوستانی بازار میں قدم رکھنے کا اشارہ ملتا ہے۔ — [578, 2035, 959, 2293]
amrita-headline: ادا کارہ امرتا سنگھ نے ممبئی میں خریدا 18 کروڑ کا اپارٹمنٹ — [1180, 2233, 1521, 2281]
stock-change: -2.30 — [273, 1764, 304, 1779]
petrol-text: نئی دہلی (یو این آئی) پٹرول اور ڈیزل کی قیمتوں میں آج کوئی تبدیلی نہیں کی گئی۔ دہلی میں پٹرول 94.72 روپے اور ڈیزل 87.62 روپے فی لیٹر پر برقرار ہے۔ — [377, 2116, 566, 2204]
stock-row — [4, 1404, 364, 1420]
garlic-col1 — [1220, 189, 1536, 718]
earwax-body — [776, 830, 961, 1194]
stock-company: SBI — [8, 1764, 30, 1779]
tesla-body — [578, 2033, 1153, 2395]
stock-price: 1724.30 — [167, 1731, 217, 1746]
stock-company: Mah and Mah — [8, 1682, 90, 1697]
stock-company: TCS — [8, 1846, 35, 1861]
garlic-icon — [906, 190, 1215, 354]
dementia-text: ایک نئی تحقیق سے معلوم ہوا ہے کہ منہ میں موجود بعض بیکٹیریاز دماغی صحت کو متاثر کر سکتے ہیں۔ Neisseria اور Porphyromonas جیسے بیکٹیریاز کا تعلق apolipoprotein E4 سے جوڑا گیا ہے۔ — [570, 801, 766, 925]
stock-change: -33.05 — [273, 1600, 312, 1615]
market-date-label: Date — [113, 1354, 141, 1369]
checkpoint-text3: بنگلورو (بھاشا) سائبر سکیورٹی حل فراہم کرنے والی کمپنی چیک پوائنٹ سافٹ ویئر ٹیکنالوجیز بنگلورو میں ایک نیا تحقیقی و ترقیاتی سینٹر قائم کرے گی۔ — [772, 1640, 959, 1728]
garlic-col2-text: ماہرین کے مطابق لہسن میں موجود اجزا جسم کے مدافعتی نظام کو مضبوط بناتے ہیں اور نزلہ زکام سے بچاتے ہیں۔ — [905, 360, 1215, 411]
stock-change: 6.10 — [273, 1469, 300, 1484]
stock-row — [4, 1535, 364, 1551]
stock-row — [4, 1649, 364, 1665]
karnataka-text2: منگلورو (بھاشا) کرناٹک بینک نے نیشنل پیمنٹس کارپوریشن آف انڈیا کے ساتھ مل کر صارفین کے سرحد پار یو پی آئی لین دین کے 18.87 کروڑ روپے واپس کیے ہیں۔ — [6, 2230, 364, 2281]
amrita-body — [1165, 2289, 1536, 2395]
date-urdu: بدھ ۱۹ فروری ۲۰۲۵ء — [1279, 13, 1482, 37]
garlic-sub-memory: یادداشت میں اضافہ: — [1088, 576, 1215, 590]
stock-row — [4, 1764, 364, 1780]
page-number: 8 — [1506, 2, 1533, 47]
stock-company: Reliance — [8, 1747, 61, 1763]
stock-company: Power Grid — [8, 1813, 76, 1828]
earwax-headline: کان کا میل اور پسینے کی بو میں عجیب و غریب تعلق — [778, 736, 959, 817]
stock-price: 1242.80 — [167, 1616, 217, 1632]
divider — [373, 1933, 1159, 1934]
stock-row — [4, 1813, 364, 1829]
stock-row — [4, 1485, 364, 1502]
friends-col1 — [1167, 1040, 1534, 1194]
petrol-headline: پٹرول اور ڈیزل کی قیمتوں میں کوئی تبدیلی نہیں — [383, 2036, 560, 2108]
iob-text2: چنئی (بھاشا) پبلک سیکٹر انڈین اوورسیز بینک (آئی او بی) نے آدھار پر مبنی کھاتہ کھولنے کی سروس شروع کی ہے جس سے صارفین آسانی سے اپنا اکاؤنٹ کھول سکیں گے۔ — [1163, 1325, 1536, 1507]
sharemarket-headline: شیئر بازار میں معمولی گراوٹ — [1177, 1562, 1524, 1594]
moringa-body — [289, 364, 572, 718]
divider — [966, 732, 967, 1201]
stock-company: ICICI Bank — [8, 1616, 73, 1632]
stock-row — [4, 1387, 364, 1404]
stock-price: 8461.20 — [167, 1404, 217, 1419]
garlic-sub-bp: بلڈ پریشر میں کمی: — [1410, 571, 1536, 585]
stock-company: HCL Tech — [8, 1731, 66, 1746]
divider — [1161, 1995, 1540, 1996]
market-date — [4, 1352, 364, 1371]
divider — [1161, 2224, 1540, 2225]
date-english: Wednesday 19 February 2025 — [116, 13, 398, 36]
checkpoint-body — [578, 1639, 1153, 1927]
stock-row — [4, 1420, 364, 1436]
